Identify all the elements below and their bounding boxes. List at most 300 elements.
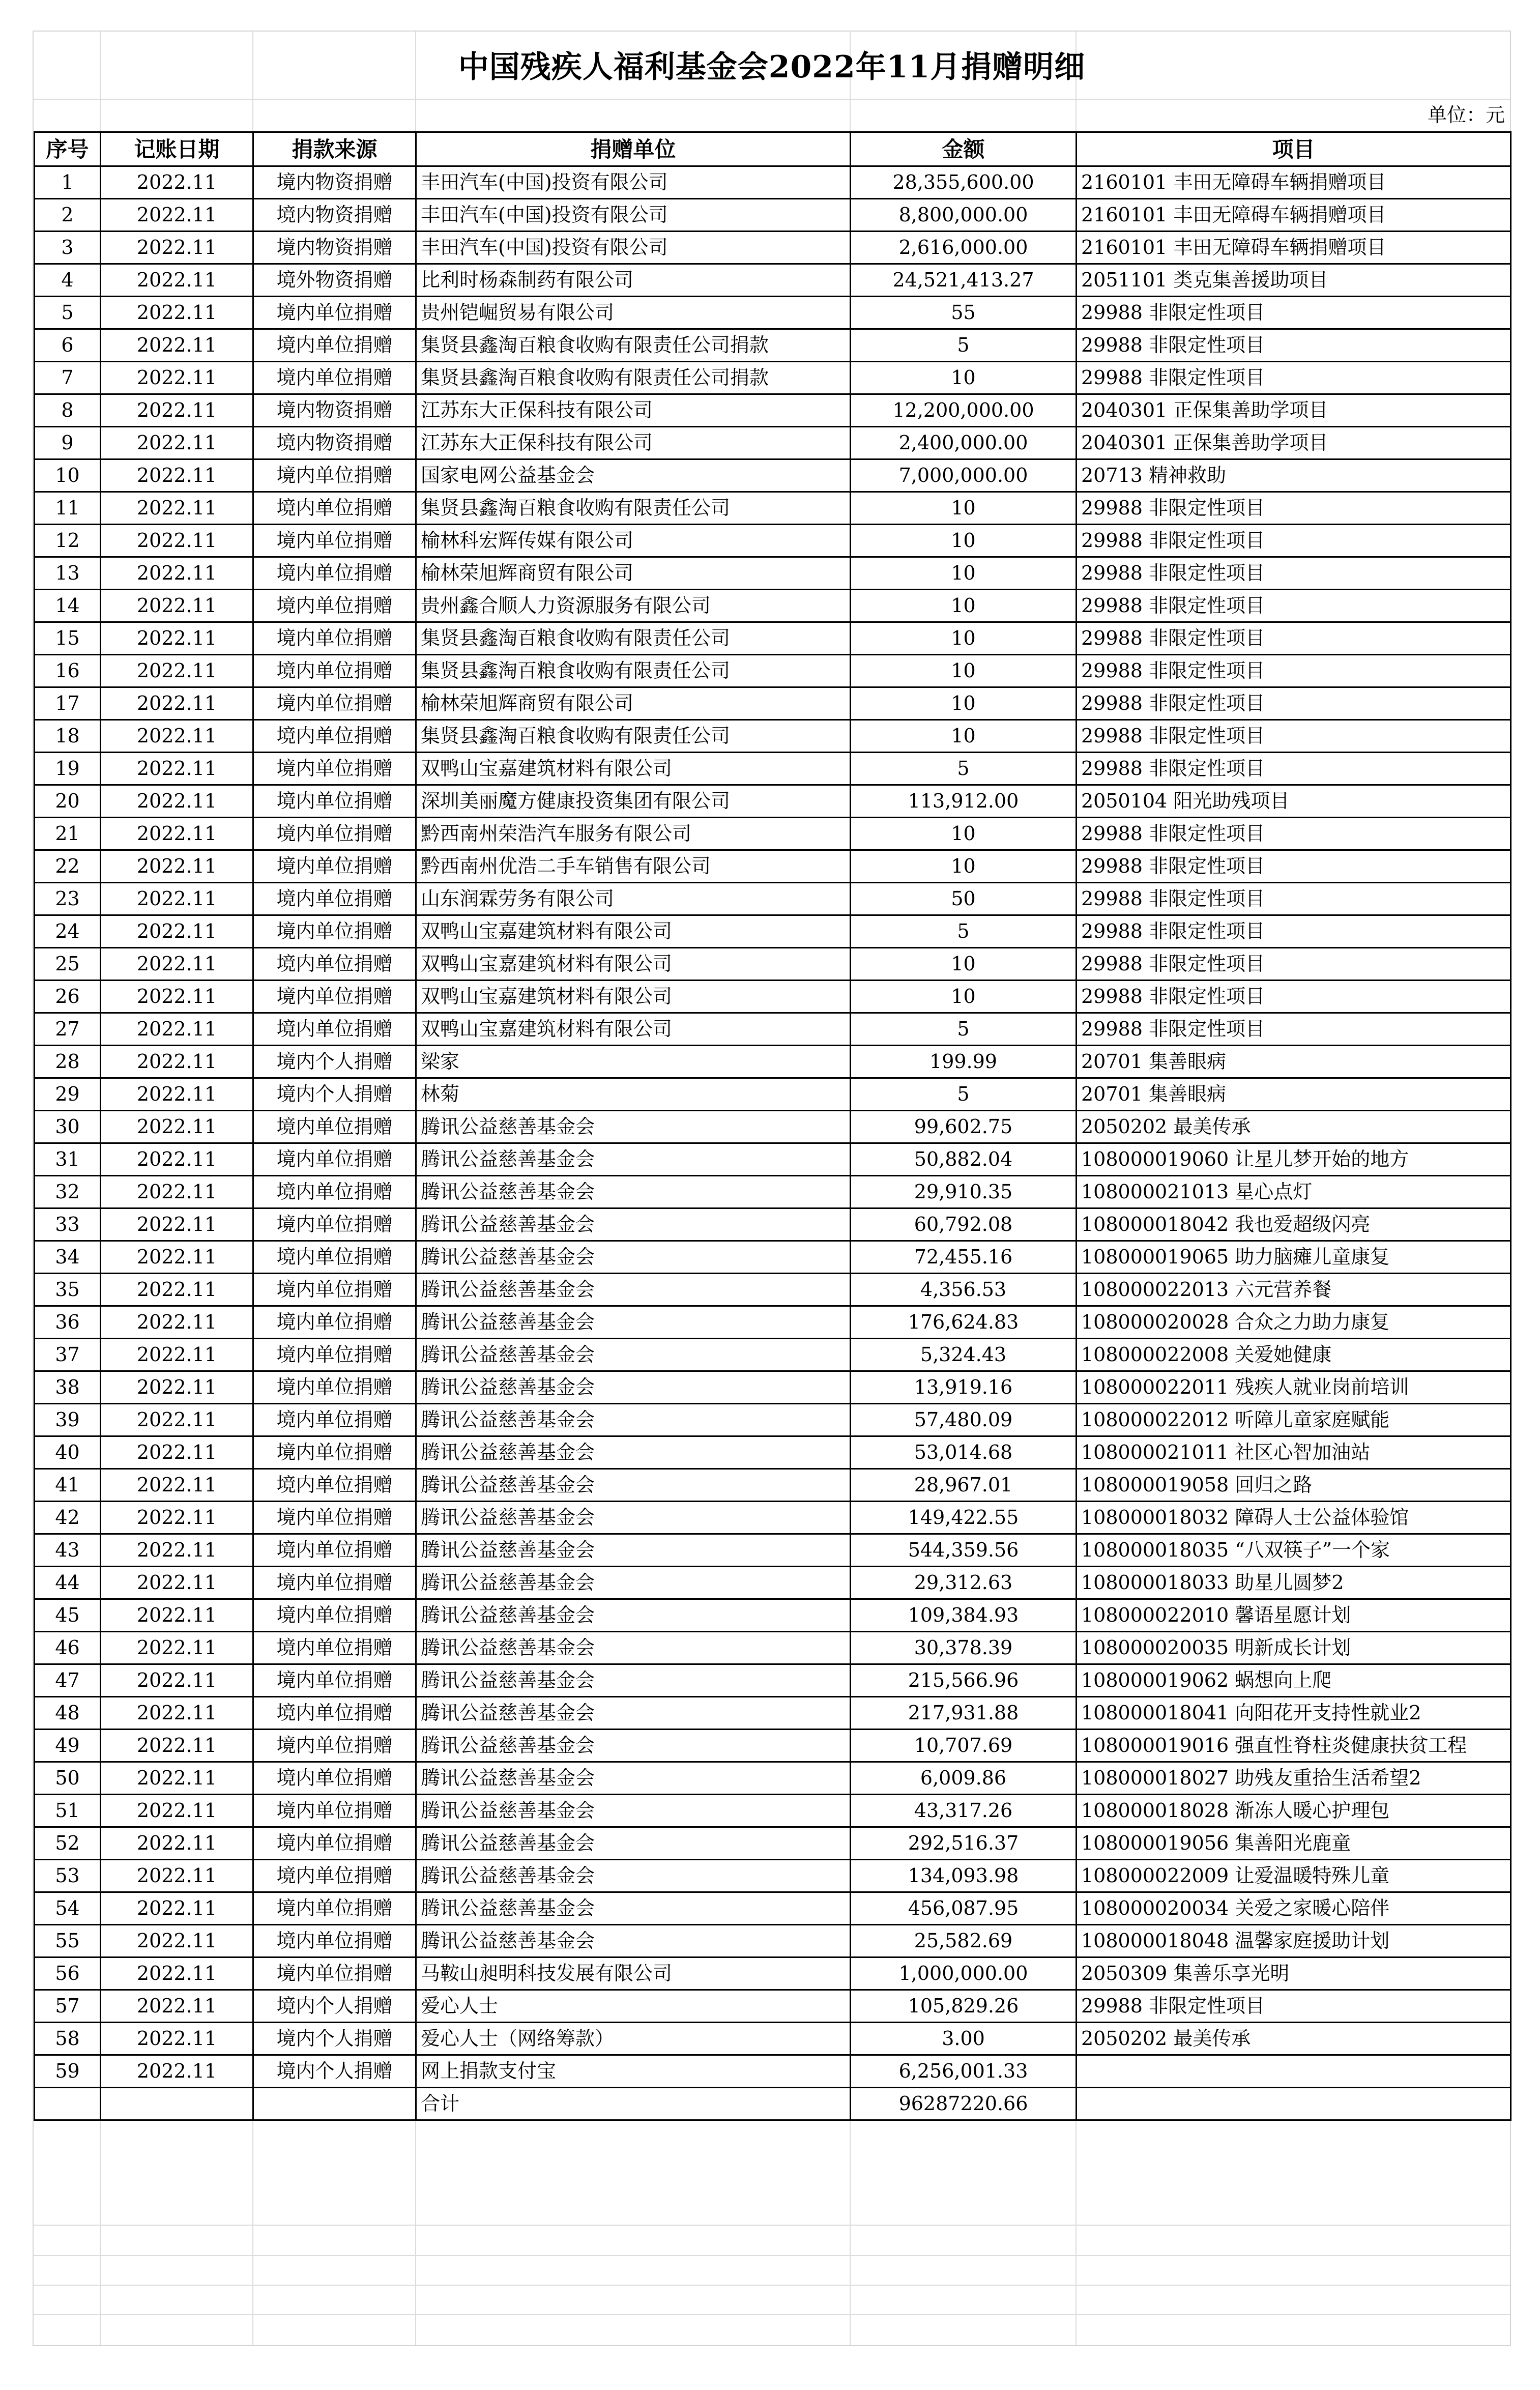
cell-project: 29988 非限定性项目 (1077, 297, 1511, 329)
cell-index: 42 (35, 1502, 101, 1534)
cell-date: 2022.11 (101, 199, 253, 232)
cell-date: 2022.11 (101, 1925, 253, 1957)
cell-project: 29988 非限定性项目 (1077, 687, 1511, 720)
cell-source: 境内单位捐赠 (253, 850, 416, 883)
table-row (35, 1502, 1511, 1534)
cell-donor: 梁家 (416, 1046, 851, 1078)
table-row (35, 1632, 1511, 1664)
cell-source: 境内单位捐赠 (253, 1339, 416, 1371)
cell-donor: 贵州鑫合顺人力资源服务有限公司 (416, 590, 851, 622)
header-donor: 捐赠单位 (416, 132, 851, 166)
cell-index: 2 (35, 199, 101, 232)
cell-source: 境内单位捐赠 (253, 557, 416, 590)
cell-index: 38 (35, 1371, 101, 1404)
cell-index: 1 (35, 166, 101, 199)
table-body (35, 166, 1511, 2088)
cell-project: 108000019058 回归之路 (1077, 1469, 1511, 1502)
cell-index: 48 (35, 1697, 101, 1730)
cell-source: 境外物资捐赠 (253, 264, 416, 297)
cell-project: 29988 非限定性项目 (1077, 492, 1511, 525)
cell-amount: 72,455.16 (851, 1241, 1077, 1274)
cell-index: 35 (35, 1274, 101, 1306)
cell-index: 28 (35, 1046, 101, 1078)
cell-project: 20701 集善眼病 (1077, 1078, 1511, 1111)
cell-project: 108000019065 助力脑瘫儿童康复 (1077, 1241, 1511, 1274)
cell-amount: 215,566.96 (851, 1664, 1077, 1697)
cell-index: 39 (35, 1404, 101, 1436)
cell-date: 2022.11 (101, 1892, 253, 1925)
cell-donor: 腾讯公益慈善基金会 (416, 1664, 851, 1697)
cell-project: 29988 非限定性项目 (1077, 525, 1511, 557)
cell-project: 29988 非限定性项目 (1077, 362, 1511, 394)
table-row (35, 264, 1511, 297)
table-row (35, 1469, 1511, 1502)
table-row (35, 1534, 1511, 1567)
cell-project: 29988 非限定性项目 (1077, 590, 1511, 622)
cell-donor: 腾讯公益慈善基金会 (416, 1925, 851, 1957)
cell-project: 29988 非限定性项目 (1077, 557, 1511, 590)
cell-amount: 10,707.69 (851, 1730, 1077, 1762)
cell-index: 37 (35, 1339, 101, 1371)
table-row (35, 232, 1511, 264)
cell-source: 境内单位捐赠 (253, 818, 416, 850)
table-row (35, 981, 1511, 1013)
cell-date: 2022.11 (101, 264, 253, 297)
table-row (35, 590, 1511, 622)
cell-source: 境内单位捐赠 (253, 1795, 416, 1827)
cell-amount: 13,919.16 (851, 1371, 1077, 1404)
cell-source: 境内物资捐赠 (253, 394, 416, 427)
cell-index: 55 (35, 1925, 101, 1957)
cell-donor: 山东润霖劳务有限公司 (416, 883, 851, 915)
cell-source: 境内单位捐赠 (253, 785, 416, 818)
cell-date: 2022.11 (101, 1176, 253, 1208)
cell-index: 32 (35, 1176, 101, 1208)
cell-source: 境内物资捐赠 (253, 199, 416, 232)
cell-donor: 双鸭山宝嘉建筑材料有限公司 (416, 1013, 851, 1046)
cell-index: 29 (35, 1078, 101, 1111)
cell-source: 境内个人捐赠 (253, 2055, 416, 2088)
table-row (35, 2023, 1511, 2055)
cell-donor: 集贤县鑫淘百粮食收购有限责任公司捐款 (416, 329, 851, 362)
cell-source: 境内物资捐赠 (253, 166, 416, 199)
cell-amount: 50,882.04 (851, 1143, 1077, 1176)
cell-project: 20701 集善眼病 (1077, 1046, 1511, 1078)
cell-index: 57 (35, 1990, 101, 2023)
cell-donor: 集贤县鑫淘百粮食收购有限责任公司 (416, 492, 851, 525)
cell-donor: 腾讯公益慈善基金会 (416, 1827, 851, 1860)
cell-date: 2022.11 (101, 1534, 253, 1567)
cell-donor: 黔西南州优浩二手车销售有限公司 (416, 850, 851, 883)
cell-donor: 榆林科宏辉传媒有限公司 (416, 525, 851, 557)
cell-amount: 60,792.08 (851, 1208, 1077, 1241)
table-row (35, 655, 1511, 687)
cell-index: 56 (35, 1957, 101, 1990)
cell-index: 16 (35, 655, 101, 687)
cell-index: 30 (35, 1111, 101, 1143)
cell-project: 108000019062 蜗想向上爬 (1077, 1664, 1511, 1697)
cell-date: 2022.11 (101, 166, 253, 199)
cell-date: 2022.11 (101, 297, 253, 329)
cell-project: 108000021011 社区心智加油站 (1077, 1436, 1511, 1469)
cell-project: 2050202 最美传承 (1077, 1111, 1511, 1143)
table-row (35, 948, 1511, 981)
grid-line (34, 99, 1510, 100)
cell-donor: 腾讯公益慈善基金会 (416, 1208, 851, 1241)
cell-index: 54 (35, 1892, 101, 1925)
table-row (35, 1013, 1511, 1046)
cell-index: 43 (35, 1534, 101, 1567)
cell-donor: 爱心人士（网络筹款） (416, 2023, 851, 2055)
cell-date: 2022.11 (101, 1046, 253, 1078)
cell-index: 49 (35, 1730, 101, 1762)
cell-project: 2160101 丰田无障碍车辆捐赠项目 (1077, 199, 1511, 232)
cell-date: 2022.11 (101, 1143, 253, 1176)
cell-project: 29988 非限定性项目 (1077, 720, 1511, 753)
table-row (35, 199, 1511, 232)
table-row (35, 1371, 1511, 1404)
cell-amount: 10 (851, 948, 1077, 981)
cell-source: 境内单位捐赠 (253, 1469, 416, 1502)
cell-date: 2022.11 (101, 915, 253, 948)
table-row (35, 1274, 1511, 1306)
table-row (35, 850, 1511, 883)
cell-project: 29988 非限定性项目 (1077, 883, 1511, 915)
cell-project: 108000018042 我也爱超级闪亮 (1077, 1208, 1511, 1241)
cell-donor: 集贤县鑫淘百粮食收购有限责任公司 (416, 720, 851, 753)
header-index: 序号 (35, 132, 101, 166)
cell-project: 108000022010 馨语星愿计划 (1077, 1599, 1511, 1632)
cell-date: 2022.11 (101, 1371, 253, 1404)
grid-line (34, 2285, 1510, 2286)
cell-index: 27 (35, 1013, 101, 1046)
cell-amount: 10 (851, 590, 1077, 622)
spreadsheet-sheet (33, 31, 1511, 2346)
cell-donor: 网上捐款支付宝 (416, 2055, 851, 2088)
cell-project: 29988 非限定性项目 (1077, 329, 1511, 362)
table-row (35, 459, 1511, 492)
cell-donor: 集贤县鑫淘百粮食收购有限责任公司 (416, 622, 851, 655)
cell-date: 2022.11 (101, 1502, 253, 1534)
cell-index: 23 (35, 883, 101, 915)
cell-index: 34 (35, 1241, 101, 1274)
cell-donor: 腾讯公益慈善基金会 (416, 1274, 851, 1306)
cell-date: 2022.11 (101, 1827, 253, 1860)
cell-donor: 黔西南州荣浩汽车服务有限公司 (416, 818, 851, 850)
cell-index: 21 (35, 818, 101, 850)
table-row (35, 297, 1511, 329)
cell-source: 境内单位捐赠 (253, 1730, 416, 1762)
cell-project: 108000018028 渐冻人暖心护理包 (1077, 1795, 1511, 1827)
cell-source: 境内物资捐赠 (253, 232, 416, 264)
cell-index: 52 (35, 1827, 101, 1860)
cell-source: 境内单位捐赠 (253, 1241, 416, 1274)
cell-donor: 双鸭山宝嘉建筑材料有限公司 (416, 981, 851, 1013)
cell-source: 境内单位捐赠 (253, 1274, 416, 1306)
cell-project: 108000021013 星心点灯 (1077, 1176, 1511, 1208)
table-row (35, 1957, 1511, 1990)
cell-donor: 丰田汽车(中国)投资有限公司 (416, 199, 851, 232)
cell-project: 2051101 类克集善援助项目 (1077, 264, 1511, 297)
table-row (35, 2055, 1511, 2088)
cell-date: 2022.11 (101, 1795, 253, 1827)
cell-source: 境内单位捐赠 (253, 687, 416, 720)
cell-amount: 105,829.26 (851, 1990, 1077, 2023)
cell-date: 2022.11 (101, 720, 253, 753)
cell-amount: 7,000,000.00 (851, 459, 1077, 492)
table-row (35, 557, 1511, 590)
cell-date: 2022.11 (101, 785, 253, 818)
cell-donor: 腾讯公益慈善基金会 (416, 1143, 851, 1176)
cell-index: 10 (35, 459, 101, 492)
grid-line (34, 2314, 1510, 2315)
cell-project: 29988 非限定性项目 (1077, 818, 1511, 850)
cell-project: 29988 非限定性项目 (1077, 1990, 1511, 2023)
header-amount: 金额 (851, 132, 1077, 166)
cell-donor: 腾讯公益慈善基金会 (416, 1860, 851, 1892)
cell-source: 境内单位捐赠 (253, 590, 416, 622)
cell-project: 108000018041 向阳花开支持性就业2 (1077, 1697, 1511, 1730)
cell-date: 2022.11 (101, 883, 253, 915)
cell-project: 29988 非限定性项目 (1077, 981, 1511, 1013)
cell-amount: 1,000,000.00 (851, 1957, 1077, 1990)
cell-amount: 29,910.35 (851, 1176, 1077, 1208)
table-row (35, 1697, 1511, 1730)
cell-project: 2040301 正保集善助学项目 (1077, 394, 1511, 427)
table-row (35, 1404, 1511, 1436)
cell-project: 108000022009 让爱温暖特殊儿童 (1077, 1860, 1511, 1892)
table-row (35, 1046, 1511, 1078)
cell-source: 境内单位捐赠 (253, 655, 416, 687)
cell-index: 7 (35, 362, 101, 394)
cell-project: 2040301 正保集善助学项目 (1077, 427, 1511, 459)
cell-index: 53 (35, 1860, 101, 1892)
table-row (35, 1925, 1511, 1957)
cell-date: 2022.11 (101, 1208, 253, 1241)
cell-donor: 腾讯公益慈善基金会 (416, 1795, 851, 1827)
cell-source: 境内个人捐赠 (253, 2023, 416, 2055)
cell-amount: 2,616,000.00 (851, 232, 1077, 264)
cell-source: 境内单位捐赠 (253, 1208, 416, 1241)
cell-date: 2022.11 (101, 948, 253, 981)
cell-amount: 5 (851, 1013, 1077, 1046)
cell-index: 40 (35, 1436, 101, 1469)
table-row (35, 1860, 1511, 1892)
cell-donor: 腾讯公益慈善基金会 (416, 1599, 851, 1632)
donation-table (34, 131, 1512, 2121)
cell-donor: 腾讯公益慈善基金会 (416, 1111, 851, 1143)
cell-donor: 双鸭山宝嘉建筑材料有限公司 (416, 915, 851, 948)
cell-donor: 深圳美丽魔方健康投资集团有限公司 (416, 785, 851, 818)
table-row (35, 1827, 1511, 1860)
cell-amount: 10 (851, 850, 1077, 883)
cell-project: 108000022008 关爱她健康 (1077, 1339, 1511, 1371)
cell-date: 2022.11 (101, 687, 253, 720)
cell-source: 境内单位捐赠 (253, 1502, 416, 1534)
cell-index: 24 (35, 915, 101, 948)
table-row (35, 1892, 1511, 1925)
cell-source: 境内单位捐赠 (253, 362, 416, 394)
cell-source: 境内单位捐赠 (253, 329, 416, 362)
table-row (35, 1795, 1511, 1827)
cell-source: 境内单位捐赠 (253, 948, 416, 981)
cell-donor: 比利时杨森制药有限公司 (416, 264, 851, 297)
cell-project: 2160101 丰田无障碍车辆捐赠项目 (1077, 166, 1511, 199)
cell-amount: 5,324.43 (851, 1339, 1077, 1371)
cell-project: 29988 非限定性项目 (1077, 753, 1511, 785)
cell-source: 境内单位捐赠 (253, 1957, 416, 1990)
cell-index: 25 (35, 948, 101, 981)
cell-amount: 10 (851, 362, 1077, 394)
cell-donor: 腾讯公益慈善基金会 (416, 1436, 851, 1469)
table-row (35, 818, 1511, 850)
cell-date: 2022.11 (101, 1632, 253, 1664)
cell-amount: 10 (851, 655, 1077, 687)
cell-donor: 江苏东大正保科技有限公司 (416, 427, 851, 459)
cell-amount: 176,624.83 (851, 1306, 1077, 1339)
cell-project: 2050202 最美传承 (1077, 2023, 1511, 2055)
cell-amount: 12,200,000.00 (851, 394, 1077, 427)
cell-source: 境内单位捐赠 (253, 459, 416, 492)
cell-date: 2022.11 (101, 818, 253, 850)
total-empty-cell (253, 2088, 416, 2120)
table-row (35, 492, 1511, 525)
cell-date: 2022.11 (101, 1730, 253, 1762)
cell-project: 108000018035 “八双筷子”一个家 (1077, 1534, 1511, 1567)
cell-donor: 腾讯公益慈善基金会 (416, 1762, 851, 1795)
cell-date: 2022.11 (101, 1306, 253, 1339)
cell-date: 2022.11 (101, 1860, 253, 1892)
cell-donor: 集贤县鑫淘百粮食收购有限责任公司捐款 (416, 362, 851, 394)
cell-amount: 3.00 (851, 2023, 1077, 2055)
cell-source: 境内单位捐赠 (253, 883, 416, 915)
cell-date: 2022.11 (101, 427, 253, 459)
table-row (35, 1078, 1511, 1111)
cell-donor: 腾讯公益慈善基金会 (416, 1534, 851, 1567)
cell-source: 境内单位捐赠 (253, 1697, 416, 1730)
cell-source: 境内个人捐赠 (253, 1046, 416, 1078)
cell-amount: 2,400,000.00 (851, 427, 1077, 459)
cell-project: 108000022011 残疾人就业岗前培训 (1077, 1371, 1511, 1404)
cell-amount: 6,256,001.33 (851, 2055, 1077, 2088)
cell-date: 2022.11 (101, 232, 253, 264)
cell-source: 境内单位捐赠 (253, 1632, 416, 1664)
cell-project: 108000018032 障碍人士公益体验馆 (1077, 1502, 1511, 1534)
cell-donor: 丰田汽车(中国)投资有限公司 (416, 232, 851, 264)
cell-amount: 5 (851, 329, 1077, 362)
cell-amount: 57,480.09 (851, 1404, 1077, 1436)
cell-source: 境内单位捐赠 (253, 1664, 416, 1697)
table-row (35, 1567, 1511, 1599)
cell-date: 2022.11 (101, 1078, 253, 1111)
cell-index: 4 (35, 264, 101, 297)
cell-donor: 贵州铠崛贸易有限公司 (416, 297, 851, 329)
cell-project: 29988 非限定性项目 (1077, 915, 1511, 948)
cell-source: 境内单位捐赠 (253, 622, 416, 655)
cell-date: 2022.11 (101, 981, 253, 1013)
cell-index: 46 (35, 1632, 101, 1664)
table-row (35, 394, 1511, 427)
cell-donor: 双鸭山宝嘉建筑材料有限公司 (416, 948, 851, 981)
cell-index: 5 (35, 297, 101, 329)
cell-date: 2022.11 (101, 2055, 253, 2088)
cell-project: 108000020035 明新成长计划 (1077, 1632, 1511, 1664)
cell-source: 境内单位捐赠 (253, 1892, 416, 1925)
cell-amount: 113,912.00 (851, 785, 1077, 818)
cell-donor: 国家电网公益基金会 (416, 459, 851, 492)
cell-index: 26 (35, 981, 101, 1013)
cell-index: 15 (35, 622, 101, 655)
cell-donor: 江苏东大正保科技有限公司 (416, 394, 851, 427)
cell-project: 108000018033 助星儿圆梦2 (1077, 1567, 1511, 1599)
cell-source: 境内个人捐赠 (253, 1078, 416, 1111)
cell-amount: 29,312.63 (851, 1567, 1077, 1599)
cell-index: 45 (35, 1599, 101, 1632)
cell-amount: 99,602.75 (851, 1111, 1077, 1143)
cell-source: 境内单位捐赠 (253, 1436, 416, 1469)
cell-amount: 217,931.88 (851, 1697, 1077, 1730)
cell-index: 8 (35, 394, 101, 427)
table-row (35, 753, 1511, 785)
cell-project: 108000022013 六元营养餐 (1077, 1274, 1511, 1306)
cell-amount: 5 (851, 1078, 1077, 1111)
cell-amount: 10 (851, 492, 1077, 525)
table-row (35, 427, 1511, 459)
cell-index: 47 (35, 1664, 101, 1697)
cell-source: 境内单位捐赠 (253, 1371, 416, 1404)
cell-index: 9 (35, 427, 101, 459)
cell-amount: 28,355,600.00 (851, 166, 1077, 199)
table-row (35, 1762, 1511, 1795)
cell-date: 2022.11 (101, 1990, 253, 2023)
cell-project: 29988 非限定性项目 (1077, 655, 1511, 687)
cell-project: 108000019056 集善阳光鹿童 (1077, 1827, 1511, 1860)
cell-source: 境内单位捐赠 (253, 1111, 416, 1143)
unit-label: 单位：元 (1427, 104, 1505, 126)
cell-donor: 腾讯公益慈善基金会 (416, 1730, 851, 1762)
table-row (35, 1436, 1511, 1469)
table-row (35, 1730, 1511, 1762)
cell-amount: 10 (851, 720, 1077, 753)
cell-date: 2022.11 (101, 1664, 253, 1697)
cell-donor: 腾讯公益慈善基金会 (416, 1306, 851, 1339)
cell-project: 2050309 集善乐享光明 (1077, 1957, 1511, 1990)
table-row (35, 1339, 1511, 1371)
cell-date: 2022.11 (101, 1957, 253, 1990)
cell-index: 59 (35, 2055, 101, 2088)
cell-source: 境内单位捐赠 (253, 1762, 416, 1795)
cell-date: 2022.11 (101, 850, 253, 883)
cell-amount: 43,317.26 (851, 1795, 1077, 1827)
cell-index: 31 (35, 1143, 101, 1176)
table-row (35, 1599, 1511, 1632)
cell-amount: 292,516.37 (851, 1827, 1077, 1860)
cell-project: 29988 非限定性项目 (1077, 1013, 1511, 1046)
cell-date: 2022.11 (101, 1404, 253, 1436)
cell-source: 境内单位捐赠 (253, 297, 416, 329)
cell-source: 境内单位捐赠 (253, 1306, 416, 1339)
cell-amount: 25,582.69 (851, 1925, 1077, 1957)
cell-donor: 腾讯公益慈善基金会 (416, 1371, 851, 1404)
cell-source: 境内单位捐赠 (253, 1860, 416, 1892)
cell-project: 108000022012 听障儿童家庭赋能 (1077, 1404, 1511, 1436)
cell-donor: 马鞍山昶明科技发展有限公司 (416, 1957, 851, 1990)
cell-index: 33 (35, 1208, 101, 1241)
cell-amount: 10 (851, 981, 1077, 1013)
cell-amount: 149,422.55 (851, 1502, 1077, 1534)
total-empty-cell (101, 2088, 253, 2120)
cell-date: 2022.11 (101, 557, 253, 590)
